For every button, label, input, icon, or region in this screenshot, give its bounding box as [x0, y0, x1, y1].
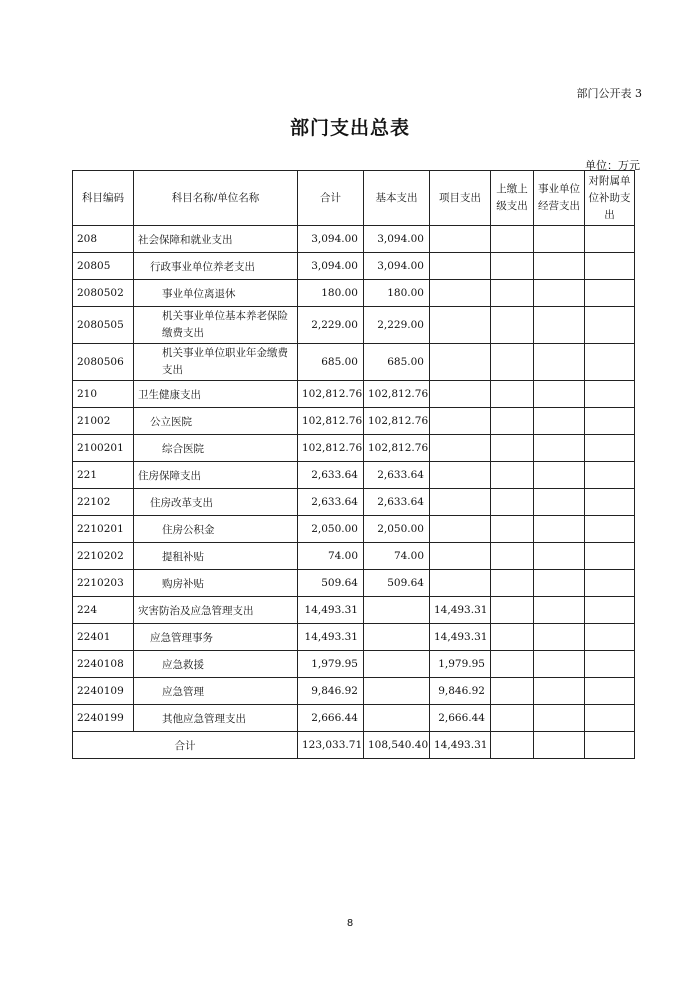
name-cell: 机关事业单位基本养老保险缴费支出 — [134, 307, 298, 344]
name-cell: 灾害防治及应急管理支出 — [134, 597, 298, 624]
empty-cell — [585, 597, 635, 624]
total-cell: 9,846.92 — [298, 678, 364, 705]
basic-cell: 3,094.00 — [364, 253, 430, 280]
total-cell: 2,633.64 — [298, 489, 364, 516]
table-row — [73, 705, 635, 732]
code-cell: 2080502 — [73, 280, 134, 307]
empty-cell — [585, 489, 635, 516]
code-cell: 210 — [73, 381, 134, 408]
project-cell — [430, 307, 491, 344]
empty-cell — [491, 543, 534, 570]
empty-cell — [491, 678, 534, 705]
total-cell: 74.00 — [298, 543, 364, 570]
name-cell: 提租补贴 — [134, 543, 298, 570]
total-cell: 102,812.76 — [298, 381, 364, 408]
column-header: 科目编码 — [73, 171, 134, 226]
empty-cell — [534, 732, 585, 759]
code-cell: 20805 — [73, 253, 134, 280]
basic-cell — [364, 624, 430, 651]
empty-cell — [534, 435, 585, 462]
expenditure-table — [72, 170, 635, 759]
name-cell: 应急管理 — [134, 678, 298, 705]
empty-cell — [534, 543, 585, 570]
project-cell: 9,846.92 — [430, 678, 491, 705]
column-header: 项目支出 — [430, 171, 491, 226]
empty-cell — [585, 307, 635, 344]
empty-cell — [491, 489, 534, 516]
empty-cell — [585, 624, 635, 651]
code-cell: 2080506 — [73, 344, 134, 381]
empty-cell — [585, 381, 635, 408]
empty-cell — [491, 597, 534, 624]
total-cell: 3,094.00 — [298, 226, 364, 253]
name-cell: 社会保障和就业支出 — [134, 226, 298, 253]
table-row — [73, 344, 635, 381]
total-cell: 2,229.00 — [298, 307, 364, 344]
name-cell: 应急管理事务 — [134, 624, 298, 651]
empty-cell — [491, 570, 534, 597]
total-cell: 685.00 — [298, 344, 364, 381]
empty-cell — [585, 570, 635, 597]
empty-cell — [534, 408, 585, 435]
project-cell — [430, 516, 491, 543]
empty-cell — [585, 435, 635, 462]
empty-cell — [534, 678, 585, 705]
project-cell: 2,666.44 — [430, 705, 491, 732]
empty-cell — [534, 624, 585, 651]
empty-cell — [534, 462, 585, 489]
table-row — [73, 307, 635, 344]
total-cell: 2,633.64 — [298, 462, 364, 489]
empty-cell — [534, 344, 585, 381]
empty-cell — [585, 408, 635, 435]
total-cell: 14,493.31 — [298, 597, 364, 624]
empty-cell — [585, 344, 635, 381]
column-header: 对附属单位补助支出 — [585, 171, 635, 226]
empty-cell — [534, 516, 585, 543]
code-cell: 208 — [73, 226, 134, 253]
project-cell — [430, 381, 491, 408]
empty-cell — [534, 253, 585, 280]
table-row — [73, 516, 635, 543]
table-row — [73, 543, 635, 570]
basic-cell — [364, 705, 430, 732]
table-row — [73, 253, 635, 280]
code-cell: 2240108 — [73, 651, 134, 678]
total-sum: 123,033.71 — [298, 732, 364, 759]
table-row — [73, 678, 635, 705]
total-label: 合计 — [73, 732, 298, 759]
empty-cell — [585, 732, 635, 759]
code-cell: 22102 — [73, 489, 134, 516]
empty-cell — [534, 570, 585, 597]
empty-cell — [585, 226, 635, 253]
basic-cell: 2,633.64 — [364, 489, 430, 516]
empty-cell — [534, 280, 585, 307]
project-cell — [430, 280, 491, 307]
code-cell: 221 — [73, 462, 134, 489]
name-cell: 购房补贴 — [134, 570, 298, 597]
table-row — [73, 226, 635, 253]
total-cell: 3,094.00 — [298, 253, 364, 280]
empty-cell — [491, 651, 534, 678]
name-cell: 卫生健康支出 — [134, 381, 298, 408]
project-cell — [430, 344, 491, 381]
basic-cell: 509.64 — [364, 570, 430, 597]
empty-cell — [491, 280, 534, 307]
form-number: 部门公开表 3 — [576, 87, 642, 100]
basic-cell — [364, 678, 430, 705]
total-row — [73, 732, 635, 759]
project-cell — [430, 543, 491, 570]
name-cell: 机关事业单位职业年金缴费支出 — [134, 344, 298, 381]
empty-cell — [534, 705, 585, 732]
code-cell: 21002 — [73, 408, 134, 435]
empty-cell — [491, 381, 534, 408]
empty-cell — [534, 597, 585, 624]
basic-cell: 2,050.00 — [364, 516, 430, 543]
total-cell: 2,050.00 — [298, 516, 364, 543]
total-cell: 509.64 — [298, 570, 364, 597]
empty-cell — [491, 705, 534, 732]
project-cell — [430, 435, 491, 462]
table-row — [73, 462, 635, 489]
empty-cell — [491, 408, 534, 435]
total-cell: 180.00 — [298, 280, 364, 307]
name-cell: 行政事业单位养老支出 — [134, 253, 298, 280]
table-row — [73, 381, 635, 408]
empty-cell — [585, 253, 635, 280]
page-title: 部门支出总表 — [289, 117, 410, 139]
basic-cell: 102,812.76 — [364, 435, 430, 462]
code-cell: 2080505 — [73, 307, 134, 344]
unit-label: 单位：万元 — [585, 159, 640, 172]
basic-cell: 2,633.64 — [364, 462, 430, 489]
empty-cell — [585, 651, 635, 678]
basic-cell: 102,812.76 — [364, 408, 430, 435]
total-cell: 102,812.76 — [298, 408, 364, 435]
project-cell — [430, 489, 491, 516]
basic-cell: 3,094.00 — [364, 226, 430, 253]
project-cell — [430, 570, 491, 597]
project-cell — [430, 408, 491, 435]
total-cell: 2,666.44 — [298, 705, 364, 732]
code-cell: 2210203 — [73, 570, 134, 597]
table-row — [73, 624, 635, 651]
name-cell: 事业单位离退休 — [134, 280, 298, 307]
empty-cell — [534, 489, 585, 516]
project-cell — [430, 253, 491, 280]
column-header: 基本支出 — [364, 171, 430, 226]
code-cell: 2210202 — [73, 543, 134, 570]
total-basic: 108,540.40 — [364, 732, 430, 759]
table-header-row — [73, 171, 635, 226]
project-cell: 14,493.31 — [430, 597, 491, 624]
name-cell: 应急救援 — [134, 651, 298, 678]
empty-cell — [534, 307, 585, 344]
empty-cell — [585, 462, 635, 489]
empty-cell — [491, 516, 534, 543]
table-row — [73, 408, 635, 435]
column-header: 事业单位经营支出 — [534, 171, 585, 226]
empty-cell — [491, 732, 534, 759]
empty-cell — [491, 624, 534, 651]
project-cell: 1,979.95 — [430, 651, 491, 678]
basic-cell — [364, 597, 430, 624]
empty-cell — [585, 705, 635, 732]
basic-cell: 102,812.76 — [364, 381, 430, 408]
name-cell: 住房公积金 — [134, 516, 298, 543]
empty-cell — [491, 253, 534, 280]
project-cell — [430, 226, 491, 253]
code-cell: 22401 — [73, 624, 134, 651]
project-cell — [430, 462, 491, 489]
empty-cell — [534, 381, 585, 408]
basic-cell: 685.00 — [364, 344, 430, 381]
name-cell: 住房保障支出 — [134, 462, 298, 489]
table-row — [73, 597, 635, 624]
table-row — [73, 280, 635, 307]
basic-cell — [364, 651, 430, 678]
basic-cell: 180.00 — [364, 280, 430, 307]
code-cell: 224 — [73, 597, 134, 624]
table-row — [73, 651, 635, 678]
basic-cell: 2,229.00 — [364, 307, 430, 344]
name-cell: 综合医院 — [134, 435, 298, 462]
code-cell: 2240199 — [73, 705, 134, 732]
project-cell: 14,493.31 — [430, 624, 491, 651]
empty-cell — [491, 435, 534, 462]
table-row — [73, 570, 635, 597]
empty-cell — [491, 462, 534, 489]
column-header: 上缴上级支出 — [491, 171, 534, 226]
basic-cell: 74.00 — [364, 543, 430, 570]
empty-cell — [534, 226, 585, 253]
code-cell: 2100201 — [73, 435, 134, 462]
empty-cell — [491, 226, 534, 253]
empty-cell — [585, 678, 635, 705]
empty-cell — [534, 651, 585, 678]
total-cell: 14,493.31 — [298, 624, 364, 651]
table-row — [73, 489, 635, 516]
code-cell: 2240109 — [73, 678, 134, 705]
empty-cell — [491, 344, 534, 381]
empty-cell — [585, 543, 635, 570]
table-row — [73, 435, 635, 462]
total-project: 14,493.31 — [430, 732, 491, 759]
code-cell: 2210201 — [73, 516, 134, 543]
empty-cell — [491, 307, 534, 344]
empty-cell — [585, 516, 635, 543]
column-header: 科目名称/单位名称 — [134, 171, 298, 226]
total-cell: 1,979.95 — [298, 651, 364, 678]
name-cell: 住房改革支出 — [134, 489, 298, 516]
column-header: 合计 — [298, 171, 364, 226]
page-number: 8 — [346, 918, 354, 929]
empty-cell — [585, 280, 635, 307]
name-cell: 公立医院 — [134, 408, 298, 435]
name-cell: 其他应急管理支出 — [134, 705, 298, 732]
total-cell: 102,812.76 — [298, 435, 364, 462]
